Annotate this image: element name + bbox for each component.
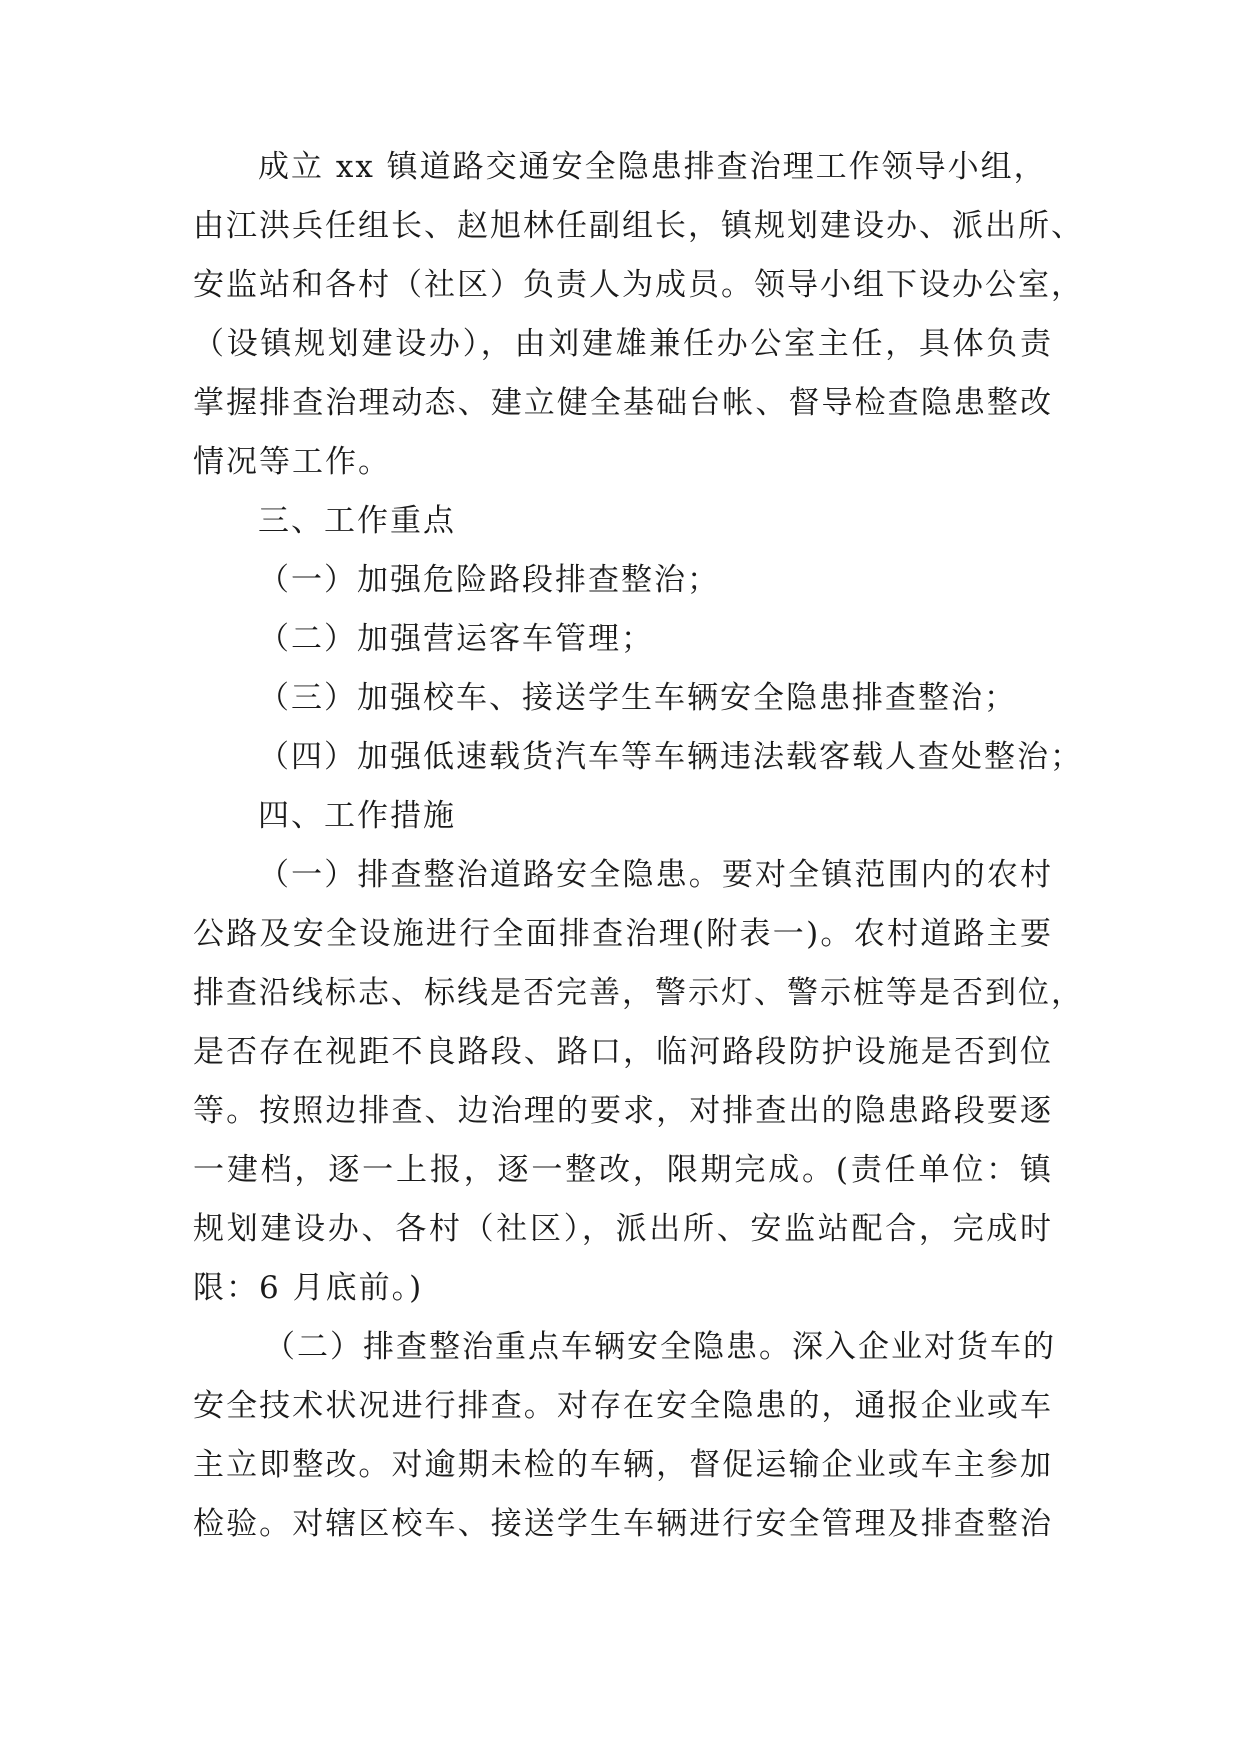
paragraph-line: 主立即整改。对逾期未检的车辆，督促运输企业或车主参加 [193,1447,1053,1483]
list-item: （四）加强低速载货汽车等车辆违法载客载人查处整治； [258,739,1083,775]
paragraph-line: 排查沿线标志、标线是否完善，警示灯、警示桩等是否到位， [193,975,1084,1011]
section-heading: 四、工作措施 [258,798,456,834]
paragraph-line: 安全技术状况进行排查。对存在安全隐患的，通报企业或车 [193,1388,1053,1424]
list-item: （二）加强营运客车管理； [258,621,654,657]
paragraph-line: 公路及安全设施进行全面排查治理(附表一)。农村道路主要 [193,916,1053,952]
section-heading: 三、工作重点 [258,503,456,539]
list-item: （一）加强危险路段排查整治； [258,562,720,598]
paragraph-line: 一建档，逐一上报，逐一整改，限期完成。(责任单位：镇 [193,1152,1053,1188]
paragraph-line: 等。按照边排查、边治理的要求，对排查出的隐患路段要逐 [193,1093,1053,1129]
paragraph-line: 规划建设办、各村（社区），派出所、安监站配合，完成时 [193,1211,1053,1247]
paragraph-line: （二）排查整治重点车辆安全隐患。深入企业对货车的 [264,1329,1056,1365]
paragraph-line: 成立 xx 镇道路交通安全隐患排查治理工作领导小组， [258,149,1047,185]
paragraph-line: 是否存在视距不良路段、路口，临河路段防护设施是否到位 [193,1034,1053,1070]
paragraph-line: 安监站和各村（社区）负责人为成员。领导小组下设办公室， [193,267,1084,303]
paragraph-line: 检验。对辖区校车、接送学生车辆进行安全管理及排查整治 [193,1506,1053,1542]
paragraph-line: 限：6 月底前。) [193,1270,424,1306]
paragraph-line: 由江洪兵任组长、赵旭林任副组长，镇规划建设办、派出所、 [193,208,1084,244]
paragraph-line: （设镇规划建设办），由刘建雄兼任办公室主任，具体负责 [193,326,1053,362]
list-item: （三）加强校车、接送学生车辆安全隐患排查整治； [258,680,1017,716]
paragraph-line: 情况等工作。 [193,444,391,480]
paragraph-line: 掌握排查治理动态、建立健全基础台帐、督导检查隐患整改 [193,385,1053,421]
paragraph-line: （一）排查整治道路安全隐患。要对全镇范围内的农村 [258,857,1053,893]
